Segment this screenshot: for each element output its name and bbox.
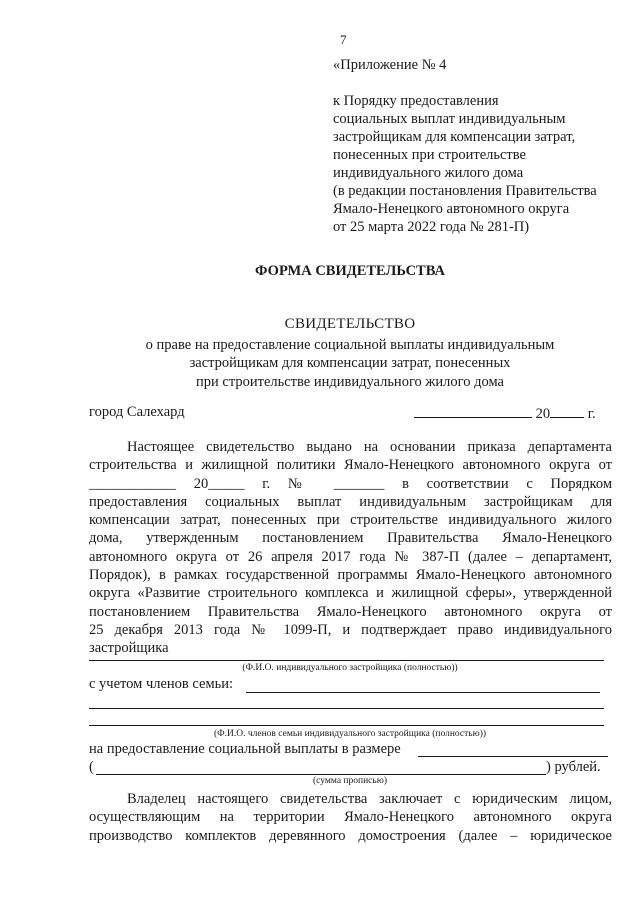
body-line: компенсации затрат, понесенных при строительстве индивидуального жилого [89, 512, 612, 529]
amount-close: ) рублей. [546, 759, 601, 775]
issue-date [414, 404, 596, 423]
amount-words-line [96, 774, 546, 775]
body-line: строительства и жилищной политики Ямало-Ненецкого автономного округа от [89, 457, 612, 474]
appendix-block [333, 56, 597, 236]
body-line: производство комплектов деревянного домостроения (далее – юридическое [89, 827, 612, 844]
builder-name-caption: (Ф.И.О. индивидуального застройщика (полностью)) [242, 663, 458, 673]
appendix-line: индивидуального жилого дома [333, 165, 524, 181]
appendix-line: от 25 марта 2022 года № 281-П) [333, 219, 530, 235]
form-title: ФОРМА СВИДЕТЕЛЬСТВА [255, 263, 445, 279]
body-line: Владелец настоящего свидетельства заключает с юридическим лицом, [127, 791, 612, 807]
date-year-prefix: 20 [535, 406, 551, 422]
certificate-heading [0, 315, 640, 391]
body-line: Настоящее свидетельство выдано на основании приказа департамента [127, 439, 612, 455]
appendix-line: застройщикам для компенсации затрат, [333, 129, 576, 145]
amount-open: ( [89, 759, 94, 775]
owner-paragraph [89, 790, 612, 845]
body-line: Порядок), в рамках государственной программы Ямало-Ненецкого автономного [89, 567, 612, 584]
body-line: автономного округа от 26 апреля 2017 года № 387-П (далее – департамент, [89, 548, 612, 565]
appendix-line: (в редакции постановления Правительства [333, 183, 597, 199]
certificate-subtitle-line: при строительстве индивидуального жилого дома [196, 373, 504, 390]
page-number: 7 [340, 32, 347, 47]
family-caption: (Ф.И.О. членов семьи индивидуального застройщика (полностью)) [213, 729, 487, 739]
city-name: город Салехард [89, 404, 185, 420]
amount-line [418, 756, 608, 757]
certificate-subtitle-line: о праве на предоставление социальной выплаты индивидуальным [145, 336, 555, 353]
family-line [89, 708, 604, 709]
date-year-suffix: г. [587, 406, 596, 422]
builder-name-line [89, 660, 604, 661]
family-line [246, 692, 600, 693]
appendix-line: социальных выплат индивидуальным [333, 111, 566, 127]
family-line [89, 725, 604, 726]
certificate-body [89, 438, 612, 658]
body-line: предоставления социальных выплат индивидуальным застройщикам для [89, 493, 612, 510]
appendix-line: к Порядку предоставления [333, 93, 499, 109]
appendix-line: Ямало-Ненецкого автономного округа [333, 201, 570, 217]
body-line: застройщика [89, 640, 169, 657]
year-blank [550, 404, 584, 418]
amount-caption: (сумма прописью) [313, 776, 387, 786]
family-label: с учетом членов семьи: [89, 676, 234, 692]
body-line: 25 декабря 2013 года № 1099-П, и подтверждает право индивидуального [89, 621, 612, 638]
appendix-title: «Приложение № 4 [333, 57, 447, 73]
amount-label: на предоставление социальной выплаты в размере [89, 741, 401, 757]
appendix-line: понесенных при строительстве [333, 147, 526, 163]
body-line: дома, утвержденным постановлением Правительства Ямало-Ненецкого [89, 530, 612, 547]
body-line: осуществляющим на территории Ямало-Ненецкого автономного округа [89, 809, 612, 826]
certificate-subtitle-line: застройщикам для компенсации затрат, понесенных [189, 355, 511, 371]
body-line: постановлением Правительства Ямало-Ненецкого автономного округа от [89, 603, 612, 620]
date-blank [414, 404, 532, 418]
body-line: округа «Развитие строительного комплекса и жилищной сферы», утвержденной [89, 585, 612, 602]
body-line: ____________ 20_____ г. № _______ в соответствии с Порядком [89, 475, 612, 492]
certificate-title: СВИДЕТЕЛЬСТВО [284, 316, 416, 332]
